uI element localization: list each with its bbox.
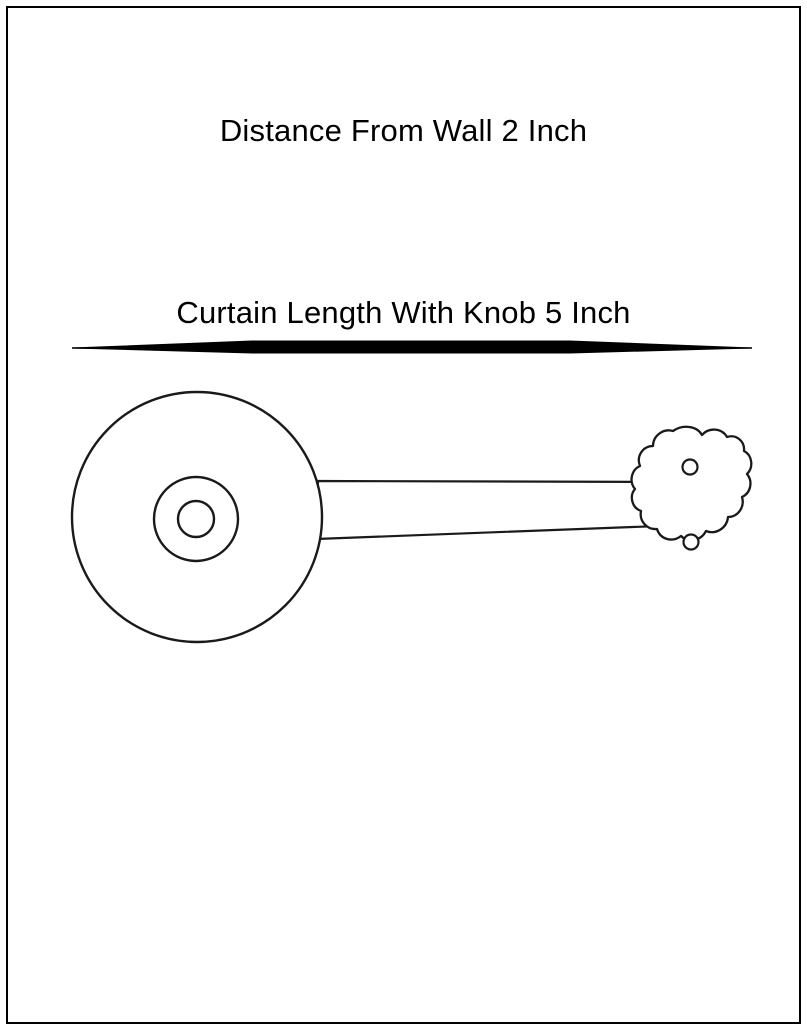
flower-knob xyxy=(632,427,752,540)
dimension-arrow-line xyxy=(72,341,752,353)
distance-from-wall-label: Distance From Wall 2 Inch xyxy=(219,113,588,148)
disc-center-hole xyxy=(178,501,214,537)
curtain-length-label: Curtain Length With Knob 5 Inch xyxy=(176,295,631,330)
knob-screw-hole-upper xyxy=(683,460,698,475)
post-arm xyxy=(316,481,686,539)
knob-screw-hole-lower xyxy=(684,535,699,550)
